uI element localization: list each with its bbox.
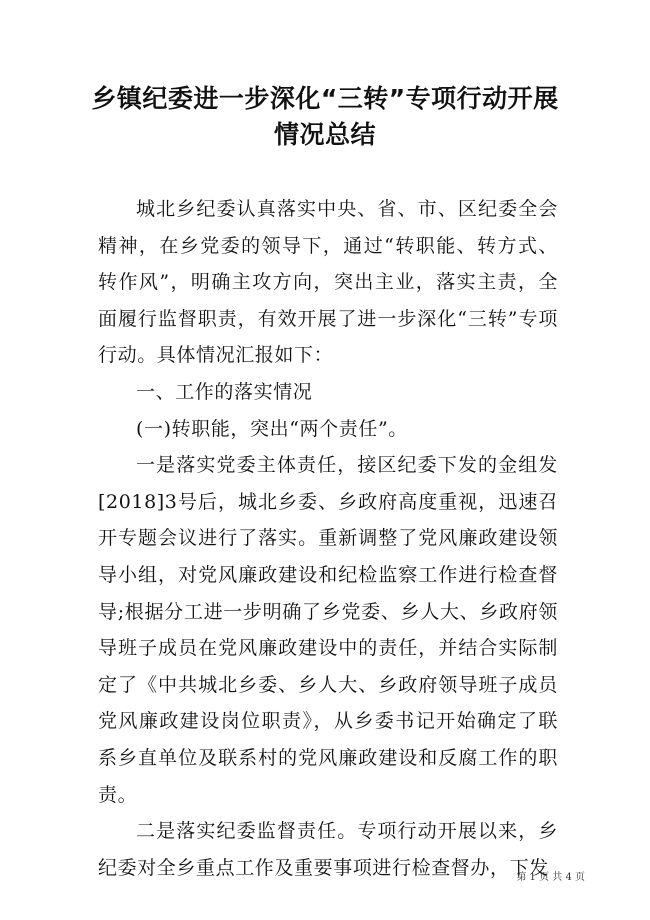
document-title-line-2: 情况总结: [273, 120, 376, 149]
subsection-heading-1: (一)转职能，突出“两个责任”。: [136, 417, 408, 440]
section-heading-1: 一、工作的落实情况: [136, 380, 313, 403]
paragraph-intro: 城北乡纪委认真落实中央、省、市、区纪委全会精神，在乡党委的领导下，通过“转职能、转方式、转作风”，明确主攻方向，突出主业，落实主责，全面履行监督职责，有效开展了进一步深化“三转”专项行动。具体情况汇报如下：: [98, 198, 558, 367]
document-body: [98, 191, 558, 886]
paragraph-party-responsibility: 一是落实党委主体责任，接区纪委下发的金组发[2018]3号后，城北乡委、乡政府高度重视，迅速召开专题会议进行了落实。重新调整了党风廉政建设领导小组，对党风廉政建设和纪检监察工作进行检查督导;根据分工进一步明确了乡党委、乡人大、乡政府领导班子成员在党风廉政建设中的责任，并结合实际制定了《中共城北乡委、乡人大、乡政府领导班子成员党风廉政建设岗位职责》，从乡委书记开始确定了联系乡直单位及联系村的党风廉政建设和反腐工作的职责。: [98, 454, 558, 806]
page-number-footer: 第 1 页 共 4 页: [516, 872, 585, 883]
paragraph-discipline-supervision: 二是落实纪委监督责任。专项行动开展以来，乡纪委对全乡重点工作及重要事项进行检查督办，下发: [98, 820, 558, 879]
document-title-line-1: 乡镇纪委进一步深化“三转”专项行动开展: [91, 84, 559, 113]
